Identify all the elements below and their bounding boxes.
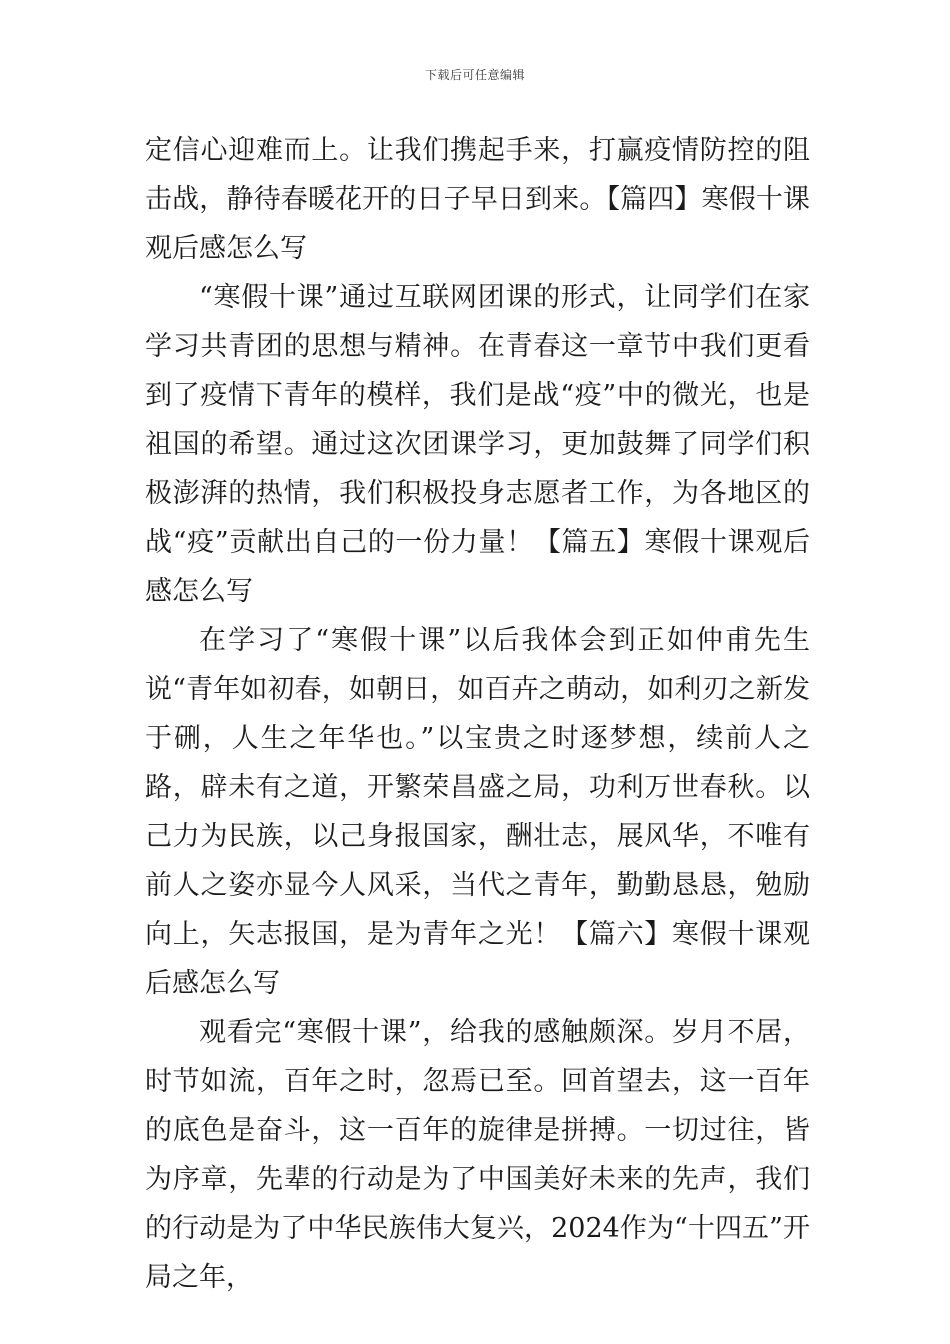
paragraph-3-text: 在学习了“寒假十课”以后我体会到正如仲甫先生说“青年如初春，如朝日，如百卉之萌动，如利刃之新发于硎，人生之年华也。”以宝贵之时逐梦想，续前人之路，辟未有之道，开繁荣昌盛之局，功利万世春秋。以己力为民族，以己身报国家，酬壮志，展风华，不唯有前人之姿亦显今人风采，当代之青年，勤勤恳恳，勉励向上，矢志报国，是为青年之光！ [145,625,810,950]
section-heading-5: 【篇五】寒假十课观后感怎么写 [145,527,811,607]
paragraph-4 [145,1008,810,1302]
paragraph-1-text: 定信心迎难而上。让我们携起手来，打赢疫情防控的阻击战，静待春暖花开的日子早日到来。 [145,135,810,215]
paragraph-2-text: “寒假十课”通过互联网团课的形式，让同学们在家学习共青团的思想与精神。在青春这一章节中我们更看到了疫情下青年的模样，我们是战“疫”中的微光，也是祖国的希望。通过这次团课学习，更加鼓舞了同学们积极澎湃的热情，我们积极投身志愿者工作，为各地区的战“疫”贡献出自己的一份力量！ [145,282,810,558]
page-header-note: 下载后可任意编辑 [424,68,525,82]
paragraph-2 [145,273,810,616]
section-heading-6: 【篇六】寒假十课观后感怎么写 [145,919,811,999]
document-body [145,126,810,1302]
paragraph-3 [145,616,810,1008]
paragraph-4-text: 观看完“寒假十课”，给我的感触颇深。岁月不居，时节如流，百年之时，忽焉已至。回首望去，这一百年的底色是奋斗，这一百年的旋律是拼搏。一切过往，皆为序章，先辈的行动是为了中国美好未来的先声，我们的行动是为了中华民族伟大复兴，2024作为“十四五”开局之年， [145,1017,810,1293]
paragraph-1 [145,126,810,273]
section-heading-4: 【篇四】寒假十课观后感怎么写 [145,184,811,264]
